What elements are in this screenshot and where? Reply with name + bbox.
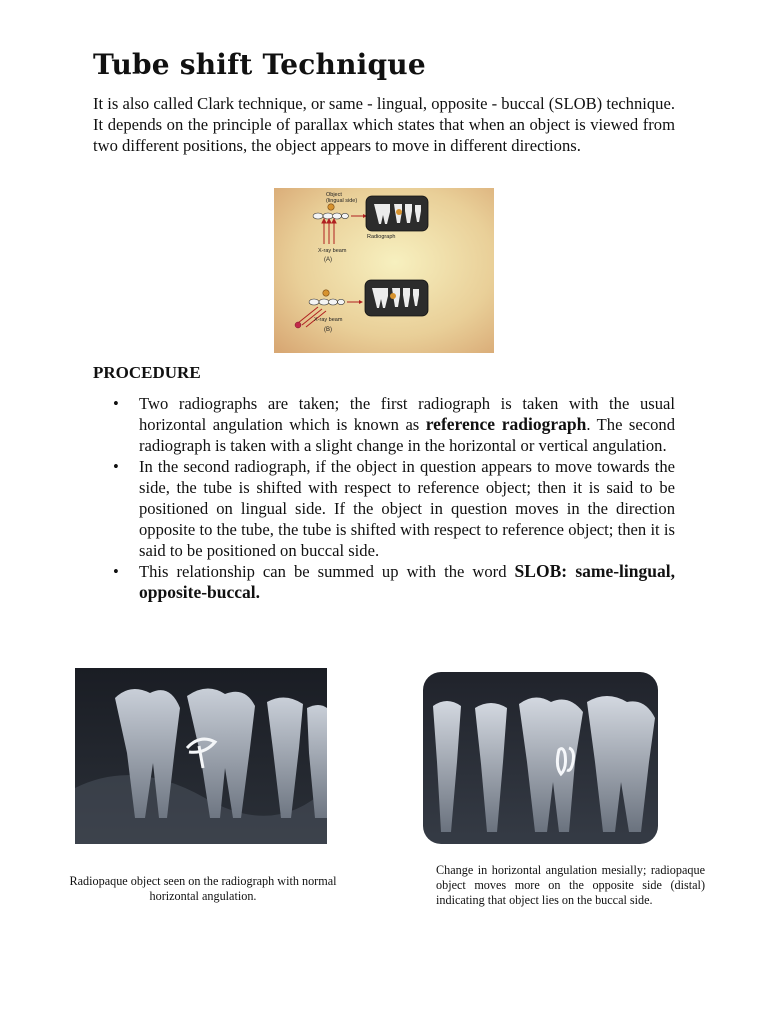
caption-left: Radiopaque object seen on the radiograph with normal horizontal angulation. <box>69 874 337 903</box>
beam-label-b: X-ray beam <box>314 317 343 323</box>
parallax-diagram <box>274 188 494 353</box>
object-marker-a <box>328 204 334 210</box>
procedure-item-2-text: In the second radiograph, if the object in question appears to move towards the side, the tube is shifted with respect to reference object; then it is said to be positioned on lingual side. If the object in question moves in the direction opposite to the tube, the tube is shifted with respect to reference object; then it is said to be positioned on buccal side. <box>139 457 675 560</box>
bullet: • <box>113 457 119 476</box>
page-title: Tube shift Technique <box>93 48 426 81</box>
procedure-item-3-bold: SLOB: same-lingual, opposite-buccal. <box>139 561 675 602</box>
caption-right: Change in horizontal angulation mesially; radiopaque object moves more on the opposite side (distal) indicating that object lies on the buccal side. <box>436 863 705 907</box>
radiograph-image-right <box>423 672 658 844</box>
radiograph-object-b <box>390 293 396 299</box>
procedure-item-1-text-a: Two radiographs are taken; the first radiograph is taken with the usual horizontal angulation which is known as <box>139 394 675 434</box>
procedure-item-1 <box>113 393 675 456</box>
radiograph-image-left <box>75 668 327 844</box>
procedure-item-2 <box>113 456 675 561</box>
panel-a-label: (A) <box>324 257 332 263</box>
bullet: • <box>113 562 119 581</box>
procedure-item-1-bold: reference radiograph <box>425 414 587 434</box>
panel-b-label: (B) <box>324 327 332 333</box>
procedure-item-3 <box>113 561 675 603</box>
teeth-row-b <box>309 299 345 305</box>
beam-label-a: X-ray beam <box>318 248 347 254</box>
tube-source-b <box>295 322 301 328</box>
procedure-item-3-text: This relationship can be summed up with the word <box>139 562 515 581</box>
radiograph-label: Radiograph <box>367 234 396 240</box>
procedure-list <box>113 393 675 603</box>
teeth-row-a <box>313 213 349 219</box>
procedure-item-1-text-b: . The second radiograph is taken with a slight change in the horizontal or vertical angulation. <box>139 415 675 455</box>
radiograph-object-a <box>396 209 402 215</box>
object-side-label: (lingual side) <box>326 198 358 204</box>
bullet: • <box>113 394 119 413</box>
intro-paragraph: It is also called Clark technique, or same - lingual, opposite - buccal (SLOB) technique. It depends on the principle of parallax which states that when an object is viewed from two different positions, the object appears to move in different directions. <box>93 94 675 155</box>
object-label: Object <box>326 192 342 198</box>
object-marker-b <box>323 290 329 296</box>
beam-arrows-a <box>322 219 336 244</box>
procedure-heading: PROCEDURE <box>93 363 201 382</box>
